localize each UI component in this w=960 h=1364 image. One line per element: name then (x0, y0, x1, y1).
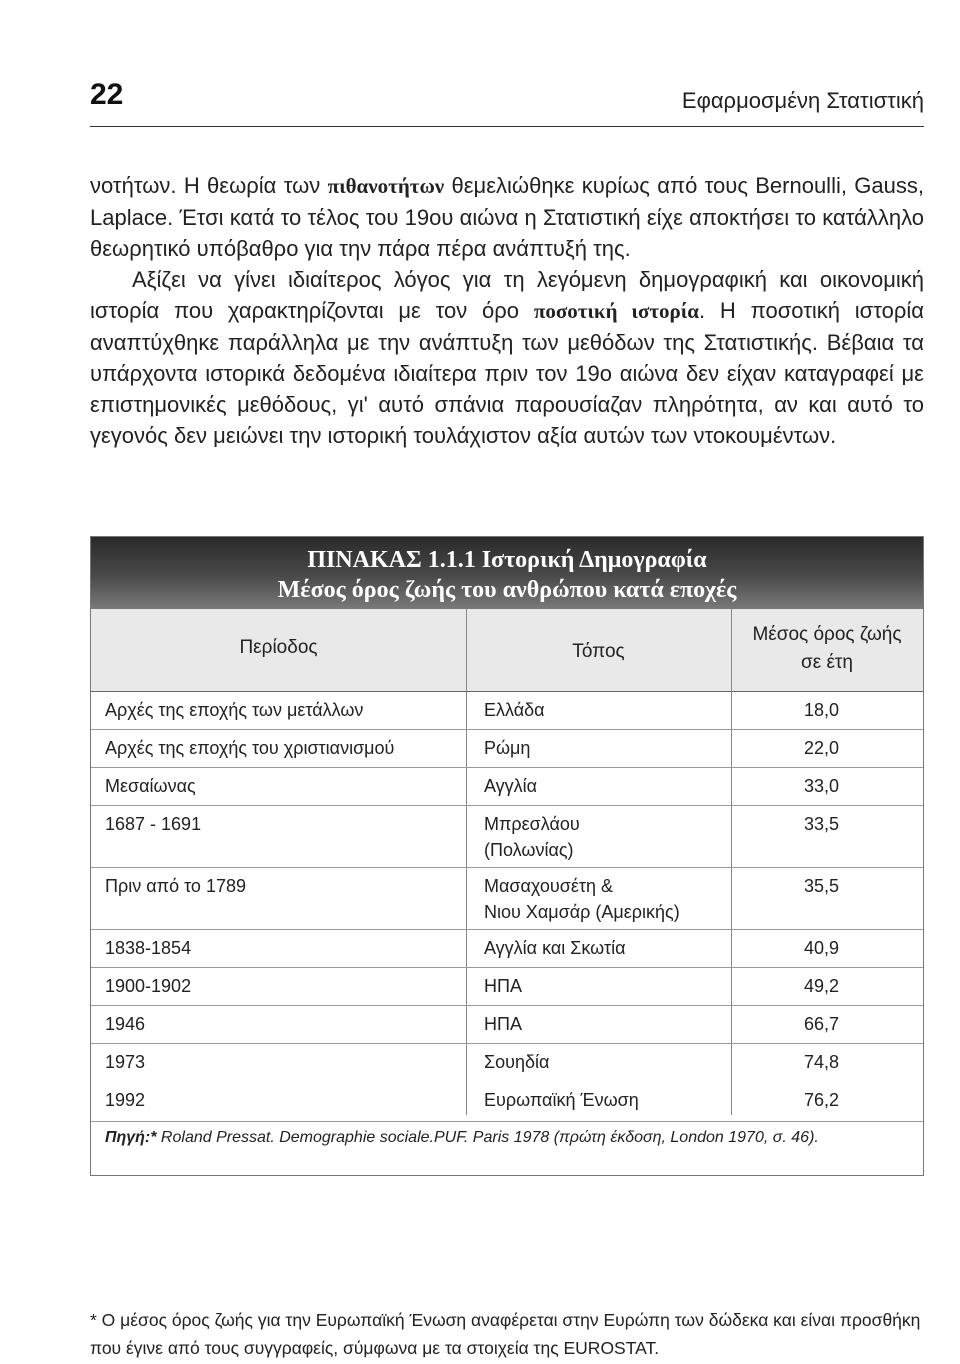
term-quantitative-history: ποσοτική ιστορία (533, 299, 700, 323)
table-row: Αρχές της εποχής των μετάλλων Ελλάδα 18,0 (91, 691, 923, 730)
table-source-note: Πηγή:* Roland Pressat. Demographie sociale.PUF. Paris 1978 (πρώτη έκδοση, London 1970, σ. 46). (105, 1129, 819, 1146)
table-row: 1946 ΗΠΑ 66,7 (91, 1005, 923, 1044)
body-text (90, 170, 924, 451)
header-period: Περίοδος (239, 637, 318, 658)
table-row: Αρχές της εποχής του χριστιανισμού Ρώμη 22,0 (91, 729, 923, 768)
table-row: Μεσαίωνας Αγγλία 33,0 (91, 767, 923, 806)
table-row: 1687 - 1691 Μπρεσλάου (Πολωνίας) 33,5 (91, 805, 923, 868)
paragraph-2: Αξίζει να γίνει ιδιαίτερος λόγος για τη λεγόμενη δημογραφική και οικονομική ιστορία που χαρακτηρίζονται με τον όρο ποσοτική ιστορία. Η ποσοτική ιστορία αναπτύχθηκε παράλληλα με την ανάπτυξη των μεθόδων της Στατιστικής. Βέβαια τα υπάρχοντα ιστορικά δεδομένα ιδιαίτερα πριν τον 19ο αιώνα δεν είχαν καταγραφεί με επιστημονικές μεθόδους, γι' αυτό σπάνια παρουσίαζαν πληρότητα, αν και αυτό το γεγονός δεν μειώνει την ιστορική τουλάχιστον αξία αυτών των ντοκουμέντων. (90, 267, 924, 448)
table-header-row (91, 609, 923, 692)
table-row: 1973 Σουηδία 74,8 (105, 1052, 839, 1072)
table-row: Πριν από το 1789 Μασαχουσέτη & Νιου Χαμσάρ (Αμερικής) 35,5 (91, 867, 923, 930)
table-row: 1900-1902 ΗΠΑ 49,2 (91, 967, 923, 1006)
table-title-banner (91, 537, 923, 609)
header-place: Τόπος (572, 641, 625, 662)
header-life-expectancy: Μέσος όρος ζωής σε έτη (752, 624, 902, 673)
table-subtitle: Μέσος όρος ζωής του ανθρώπου κατά εποχές (277, 577, 737, 603)
page-number: 22 (90, 78, 124, 111)
table-row: 1992 Ευρωπαϊκή Ένωση 76,2 (91, 1081, 923, 1122)
table-row: 1838-1854 Αγγλία και Σκωτία 40,9 (91, 929, 923, 968)
running-title: Εφαρμοσμένη Στατιστική (681, 88, 924, 113)
table-title: ΠΙΝΑΚΑΣ 1.1.1 Ιστορική Δημογραφία (307, 547, 707, 573)
page-header (90, 76, 924, 127)
life-expectancy-table (90, 536, 924, 1176)
paragraph-1: νοτήτων. Η θεωρία των πιθανοτήτων θεμελιώθηκε κυρίως από τους Bernoulli, Gauss, Laplace. Έτσι κατά το τέλος του 19ου αιώνα η Στατιστική είχε αποκτήσει το κατάλληλο θεωρητικό υπόβαθρο για την πάρα πέρα ανάπτυξή της. (90, 173, 924, 261)
footnote: * Ο μέσος όρος ζωής για την Ευρωπαϊκή Ένωση αναφέρεται στην Ευρώπη των δώδεκα και είναι προσθήκη που έγινε από τους συγγραφείς, σύμφωνα με τα στοιχεία της EUROSTAT. (90, 1310, 921, 1358)
term-probability: πιθανοτήτων (327, 174, 445, 198)
